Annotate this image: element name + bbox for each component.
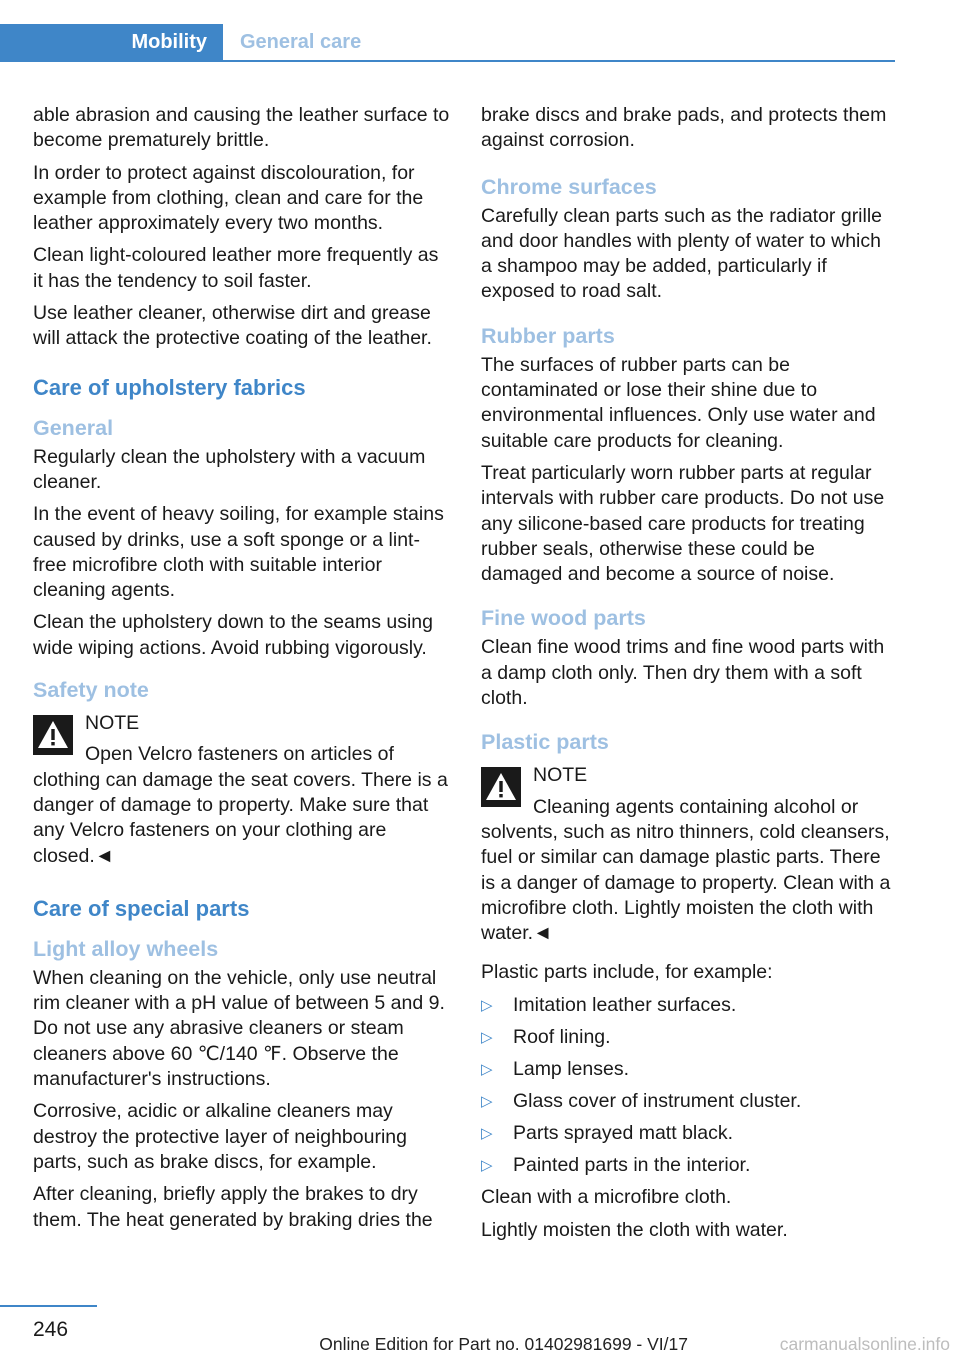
list-item [481, 1153, 896, 1178]
header-tab-bar [0, 24, 895, 62]
paragraph: Corrosive, acidic or alkaline cleaners may destroy the protective layer of neighbouring parts, such as brake discs, for example. [33, 1100, 407, 1173]
paragraph: brake discs and brake pads, and protects them against corrosion. [481, 104, 887, 152]
plastic-parts-list [481, 993, 896, 1179]
edition-text: Online Edition for Part no. 01402981699 - VI/17 [319, 1334, 688, 1354]
list-item-text: Roof lining. [513, 1025, 611, 1048]
list-item-text: Glass cover of instrument cluster. [513, 1090, 802, 1112]
tab-mobility[interactable] [0, 24, 223, 60]
paragraph: After cleaning, briefly apply the brakes to dry them. The heat generated by braking dries the [33, 1183, 433, 1231]
paragraph: Carefully clean parts such as the radiator grille and door handles with plenty of water to which a shampoo may be added, particularly if exposed to road salt. [481, 204, 883, 303]
tab-mobility-label: Mobility [131, 30, 207, 53]
list-item [481, 1057, 896, 1082]
paragraph: Plastic parts include, for example: [481, 961, 773, 984]
section-heading-special-parts: Care of special parts [33, 895, 250, 921]
note-title: NOTE [85, 712, 140, 735]
warning-icon [481, 767, 521, 807]
subheading-general: General [33, 415, 114, 440]
paragraph: Clean with a microfibre cloth. [481, 1186, 732, 1209]
subheading-fine-wood-parts: Fine wood parts [481, 606, 646, 631]
paragraph: When cleaning on the vehicle, only use neutral rim cleaner with a pH value of between 5 and 9. Do not use any abrasive cleaners or steam cleaners above 60 ℃/140 ℉. Observe the manufacturer's instructions. [33, 966, 445, 1091]
list-item-text: Lamp lenses. [513, 1057, 629, 1080]
subheading-plastic-parts: Plastic parts [481, 730, 609, 755]
subheading-rubber-parts: Rubber parts [481, 323, 615, 348]
triangle-bullet-icon: ▷ [481, 1093, 493, 1110]
tab-general-care[interactable] [240, 24, 361, 60]
warning-icon [33, 715, 73, 755]
page-number: 246 [33, 1318, 69, 1341]
triangle-bullet-icon: ▷ [481, 1125, 493, 1143]
list-item [481, 1121, 896, 1146]
paragraph: Clean light-coloured leather more frequently as it has the tendency to soil faster. [33, 244, 439, 292]
triangle-bullet-icon: ▷ [481, 1157, 493, 1175]
note-text: Cleaning agents containing alcohol or solvents, such as nitro thinners, cold cleansers, fuel or similar can damage plastic parts. There is a danger of damage to property. Clean with a microfibre cloth. Lightly moisten the cloth with water.◄ [481, 795, 891, 945]
tab-general-care-label: General care [240, 30, 362, 53]
list-item-text: Imitation leather surfaces. [513, 993, 737, 1016]
paragraph: able abrasion and causing the leather surface to become prematurely brittle. [33, 104, 450, 152]
subheading-light-alloy-wheels: Light alloy wheels [33, 936, 219, 961]
paragraph: In the event of heavy soiling, for example stains caused by drinks, use a soft sponge or a lint-free microfibre cloth with suitable interior cleaning agents. [33, 503, 444, 602]
list-item-text: Painted parts in the interior. [513, 1154, 751, 1177]
left-column [33, 103, 453, 1240]
note-title: NOTE [533, 764, 588, 787]
subheading-safety-note: Safety note [33, 678, 149, 703]
triangle-bullet-icon: ▷ [481, 1060, 493, 1078]
paragraph: Use leather cleaner, otherwise dirt and grease will attack the protective coating of the leather. [33, 302, 432, 350]
list-item [481, 1025, 896, 1050]
right-column [481, 103, 896, 1250]
paragraph: Regularly clean the upholstery with a vacuum cleaner. [33, 445, 426, 493]
note-text: Open Velcro fasteners on articles of clothing can damage the seat covers. There is a danger of damage to property. Make sure that any Velcro fasteners on your clothing are closed.◄ [33, 743, 448, 867]
note-box [481, 763, 896, 946]
triangle-bullet-icon: ▷ [481, 1028, 493, 1046]
paragraph: The surfaces of rubber parts can be contaminated or lose their shine due to environmental influences. Only use water and suitable care products for cleaning. [481, 353, 876, 452]
paragraph: In order to protect against discolouration, for example from clothing, clean and care for the leather approximately every two months. [33, 161, 424, 235]
list-item-text: Parts sprayed matt black. [513, 1122, 734, 1145]
list-item [481, 993, 896, 1018]
note-box [33, 711, 453, 869]
header-rule [0, 60, 895, 62]
list-item [481, 1089, 896, 1114]
paragraph: Treat particularly worn rubber parts at regular intervals with rubber care products. Do not use any silicone-based care products for treating rubber seals, otherwise these could be damaged and become a source of noise. [481, 461, 885, 586]
paragraph: Clean fine wood trims and fine wood parts with a damp cloth only. Then dry them with a soft cloth. [481, 636, 885, 710]
triangle-bullet-icon: ▷ [481, 996, 493, 1014]
paragraph: Clean the upholstery down to the seams using wide wiping actions. Avoid rubbing vigorously. [33, 611, 433, 659]
watermark-text: carmanualsonline.info [779, 1334, 950, 1354]
section-heading-upholstery: Care of upholstery fabrics [33, 374, 306, 400]
paragraph: Lightly moisten the cloth with water. [481, 1218, 788, 1241]
footer-rule [0, 1305, 97, 1307]
subheading-chrome-surfaces: Chrome surfaces [481, 174, 657, 199]
